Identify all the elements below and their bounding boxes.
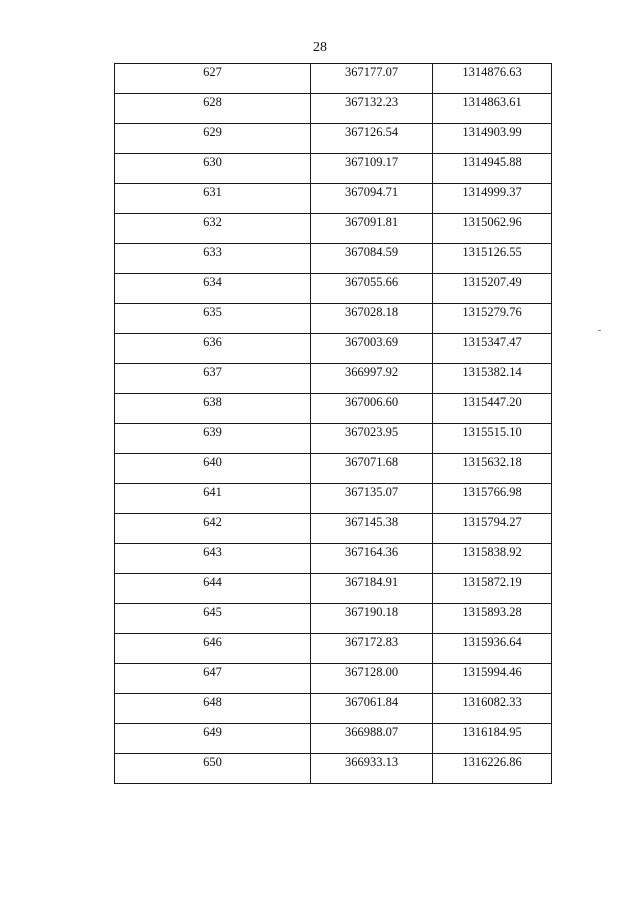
x-coordinate-cell: 367172.83 xyxy=(311,634,433,664)
y-coordinate-cell: 1314876.63 xyxy=(433,64,552,94)
point-number-cell: 641 xyxy=(115,484,311,514)
x-coordinate-cell: 367071.68 xyxy=(311,454,433,484)
y-coordinate-cell: 1315126.55 xyxy=(433,244,552,274)
y-coordinate-cell: 1315632.18 xyxy=(433,454,552,484)
x-coordinate-cell: 367145.38 xyxy=(311,514,433,544)
x-coordinate-cell: 367190.18 xyxy=(311,604,433,634)
point-number-cell: 647 xyxy=(115,664,311,694)
x-coordinate-cell: 367132.23 xyxy=(311,94,433,124)
table-row xyxy=(115,184,552,214)
x-coordinate-cell: 367003.69 xyxy=(311,334,433,364)
y-coordinate-cell: 1315382.14 xyxy=(433,364,552,394)
y-coordinate-cell: 1316226.86 xyxy=(433,754,552,784)
y-coordinate-cell: 1315794.27 xyxy=(433,514,552,544)
x-coordinate-cell: 367023.95 xyxy=(311,424,433,454)
table-row xyxy=(115,334,552,364)
y-coordinate-cell: 1315062.96 xyxy=(433,214,552,244)
table-row xyxy=(115,604,552,634)
table-row xyxy=(115,214,552,244)
table-row xyxy=(115,124,552,154)
x-coordinate-cell: 367061.84 xyxy=(311,694,433,724)
y-coordinate-cell: 1315766.98 xyxy=(433,484,552,514)
point-number-cell: 645 xyxy=(115,604,311,634)
x-coordinate-cell: 367126.54 xyxy=(311,124,433,154)
table-row xyxy=(115,574,552,604)
point-number-cell: 649 xyxy=(115,724,311,754)
x-coordinate-cell: 367091.81 xyxy=(311,214,433,244)
point-number-cell: 632 xyxy=(115,214,311,244)
y-coordinate-cell: 1315279.76 xyxy=(433,304,552,334)
x-coordinate-cell: 367128.00 xyxy=(311,664,433,694)
point-number-cell: 628 xyxy=(115,94,311,124)
y-coordinate-cell: 1315936.64 xyxy=(433,634,552,664)
y-coordinate-cell: 1314945.88 xyxy=(433,154,552,184)
y-coordinate-cell: 1316082.33 xyxy=(433,694,552,724)
table-row xyxy=(115,94,552,124)
x-coordinate-cell: 367184.91 xyxy=(311,574,433,604)
point-number-cell: 635 xyxy=(115,304,311,334)
table-row xyxy=(115,64,552,94)
y-coordinate-cell: 1315207.49 xyxy=(433,274,552,304)
table-row xyxy=(115,364,552,394)
y-coordinate-cell: 1314903.99 xyxy=(433,124,552,154)
coordinates-table xyxy=(114,63,552,784)
y-coordinate-cell: 1314863.61 xyxy=(433,94,552,124)
point-number-cell: 642 xyxy=(115,514,311,544)
y-coordinate-cell: 1315347.47 xyxy=(433,334,552,364)
x-coordinate-cell: 366988.07 xyxy=(311,724,433,754)
table-row xyxy=(115,154,552,184)
point-number-cell: 646 xyxy=(115,634,311,664)
page-number: 28 xyxy=(313,40,327,55)
point-number-cell: 627 xyxy=(115,64,311,94)
scan-artifact xyxy=(598,330,601,331)
table-row xyxy=(115,634,552,664)
y-coordinate-cell: 1315447.20 xyxy=(433,394,552,424)
x-coordinate-cell: 367094.71 xyxy=(311,184,433,214)
point-number-cell: 644 xyxy=(115,574,311,604)
x-coordinate-cell: 367055.66 xyxy=(311,274,433,304)
y-coordinate-cell: 1315994.46 xyxy=(433,664,552,694)
table-row xyxy=(115,304,552,334)
x-coordinate-cell: 367109.17 xyxy=(311,154,433,184)
table-row xyxy=(115,394,552,424)
point-number-cell: 638 xyxy=(115,394,311,424)
x-coordinate-cell: 367084.59 xyxy=(311,244,433,274)
coordinates-table-body xyxy=(115,64,552,784)
y-coordinate-cell: 1315893.28 xyxy=(433,604,552,634)
point-number-cell: 631 xyxy=(115,184,311,214)
table-row xyxy=(115,664,552,694)
point-number-cell: 629 xyxy=(115,124,311,154)
point-number-cell: 637 xyxy=(115,364,311,394)
y-coordinate-cell: 1315872.19 xyxy=(433,574,552,604)
table-row xyxy=(115,514,552,544)
point-number-cell: 633 xyxy=(115,244,311,274)
point-number-cell: 643 xyxy=(115,544,311,574)
point-number-cell: 639 xyxy=(115,424,311,454)
point-number-cell: 630 xyxy=(115,154,311,184)
y-coordinate-cell: 1316184.95 xyxy=(433,724,552,754)
x-coordinate-cell: 366997.92 xyxy=(311,364,433,394)
table-row xyxy=(115,724,552,754)
x-coordinate-cell: 367164.36 xyxy=(311,544,433,574)
table-row xyxy=(115,484,552,514)
table-row xyxy=(115,244,552,274)
y-coordinate-cell: 1314999.37 xyxy=(433,184,552,214)
y-coordinate-cell: 1315515.10 xyxy=(433,424,552,454)
x-coordinate-cell: 367028.18 xyxy=(311,304,433,334)
point-number-cell: 650 xyxy=(115,754,311,784)
table-row xyxy=(115,424,552,454)
x-coordinate-cell: 366933.13 xyxy=(311,754,433,784)
point-number-cell: 648 xyxy=(115,694,311,724)
point-number-cell: 636 xyxy=(115,334,311,364)
x-coordinate-cell: 367135.07 xyxy=(311,484,433,514)
x-coordinate-cell: 367177.07 xyxy=(311,64,433,94)
table-row xyxy=(115,694,552,724)
table-row xyxy=(115,454,552,484)
table-row xyxy=(115,544,552,574)
x-coordinate-cell: 367006.60 xyxy=(311,394,433,424)
y-coordinate-cell: 1315838.92 xyxy=(433,544,552,574)
table-row xyxy=(115,754,552,784)
point-number-cell: 634 xyxy=(115,274,311,304)
table-row xyxy=(115,274,552,304)
point-number-cell: 640 xyxy=(115,454,311,484)
